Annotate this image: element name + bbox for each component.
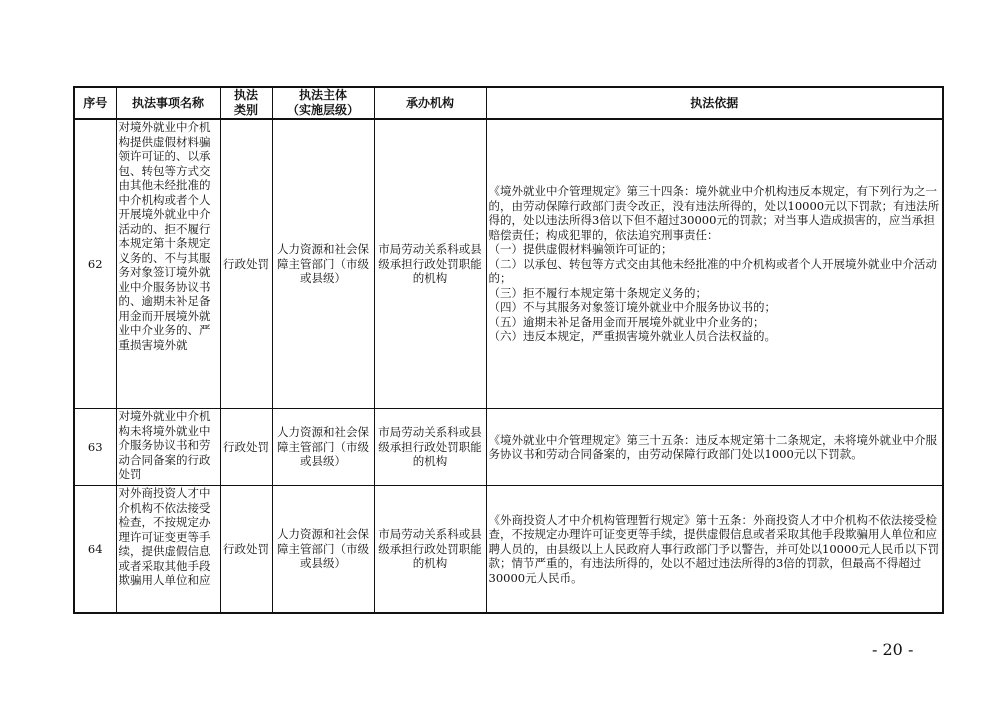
item-name: 对外商投资人才中介机构不依法接受检查，不按规定办理许可证变更等手续，提供虚假信息或者采取其他手段欺骗用人单位和应 xyxy=(118,486,211,587)
basis-item: （二）以承包、转包等方式交由其他未经批准的中介机构或者个人开展境外就业中介活动的； xyxy=(488,256,937,286)
basis-paragraph: 《外商投资人才中介机构管理暂行规定》第十五条：外商投资人才中介机构不依法接受检查，不按规定办理许可证变更等手续，提供虚假信息或者采取其他手段欺骗用人单位和应聘人员的，由县级以上人民政府人事行政部门予以警告，并可处以10000元人民币以下罚款；情节严重的，有违法所得的，处以不超过违法所得的3倍的罚款，但最高不得超过30000元人民币。 xyxy=(488,512,940,585)
row-number: 64 xyxy=(74,486,116,614)
row-number: 63 xyxy=(74,409,116,486)
enforcement-subject: 人力资源和社会保障主管部门（市级或县级） xyxy=(272,486,374,614)
legal-basis xyxy=(486,119,943,409)
basis-item: （五）逾期未补足备用金而开展境外就业中介业务的； xyxy=(488,314,765,329)
handling-organ: 市局劳动关系科或县级承担行政处罚职能的机构 xyxy=(374,409,486,486)
table-row xyxy=(74,409,943,486)
row-number: 62 xyxy=(74,119,116,409)
enforcement-category: 行政处罚 xyxy=(220,486,272,614)
handling-organ: 市局劳动关系科或县级承担行政处罚职能的机构 xyxy=(374,119,486,409)
item-name: 对境外就业中介机构提供虚假材料骗领许可证的、以承包、转包等方式交由其他未经批准的中介机构或者个人开展境外就业中介活动的、拒不履行本规定第十条规定义务的、不与其服务对象签订境外就业中介服务协议书的、逾期未补足备用金而开展境外就业中介业务的、严重损害境外就 xyxy=(118,120,211,352)
enforcement-table xyxy=(73,86,944,614)
enforcement-subject: 人力资源和社会保障主管部门（市级或县级） xyxy=(272,409,374,486)
enforcement-category: 行政处罚 xyxy=(220,119,272,409)
header-subject: 执法主体 （实施层级） xyxy=(272,87,374,119)
enforcement-subject: 人力资源和社会保障主管部门（市级或县级） xyxy=(272,119,374,409)
header-name: 执法事项名称 xyxy=(116,87,220,119)
header-category: 执法 类别 xyxy=(220,87,272,119)
basis-paragraph: 《境外就业中介管理规定》第三十四条：境外就业中介机构违反本规定，有下列行为之一的，由劳动保障行政部门责令改正，没有违法所得的，处以10000元以下罚款；有违法所得的，处以违法所得3倍以下但不超过30000元的罚款；对当事人造成损害的，应当承担赔偿责任；构成犯罪的，依法追究刑事责任： xyxy=(488,184,940,242)
legal-basis xyxy=(486,409,943,486)
legal-basis xyxy=(486,486,943,614)
handling-organ: 市局劳动关系科或县级承担行政处罚职能的机构 xyxy=(374,486,486,614)
item-name: 对境外就业中介机构未将境外就业中介服务协议书和劳动合同备案的行政处罚 xyxy=(118,409,211,481)
header-row xyxy=(74,87,943,119)
page-number: - 20 - xyxy=(872,640,914,659)
header-basis: 执法依据 xyxy=(486,87,943,119)
basis-item: （一）提供虚假材料骗领许可证的； xyxy=(488,242,673,257)
table-row xyxy=(74,486,943,614)
table-row xyxy=(74,119,943,409)
basis-item: （四）不与其服务对象签订境外就业中介服务协议书的； xyxy=(488,300,776,315)
basis-item: （六）违反本规定，严重损害境外就业人员合法权益的。 xyxy=(488,329,776,344)
header-seq: 序号 xyxy=(74,87,116,119)
basis-item: （三）拒不履行本规定第十条规定义务的； xyxy=(488,285,707,300)
basis-paragraph: 《境外就业中介管理规定》第三十五条：违反本规定第十二条规定，未将境外就业中介服务协议书和劳动合同备案的，由劳动保障行政部门处以1000元以下罚款。 xyxy=(488,432,937,461)
header-organ: 承办机构 xyxy=(374,87,486,119)
enforcement-category: 行政处罚 xyxy=(220,409,272,486)
